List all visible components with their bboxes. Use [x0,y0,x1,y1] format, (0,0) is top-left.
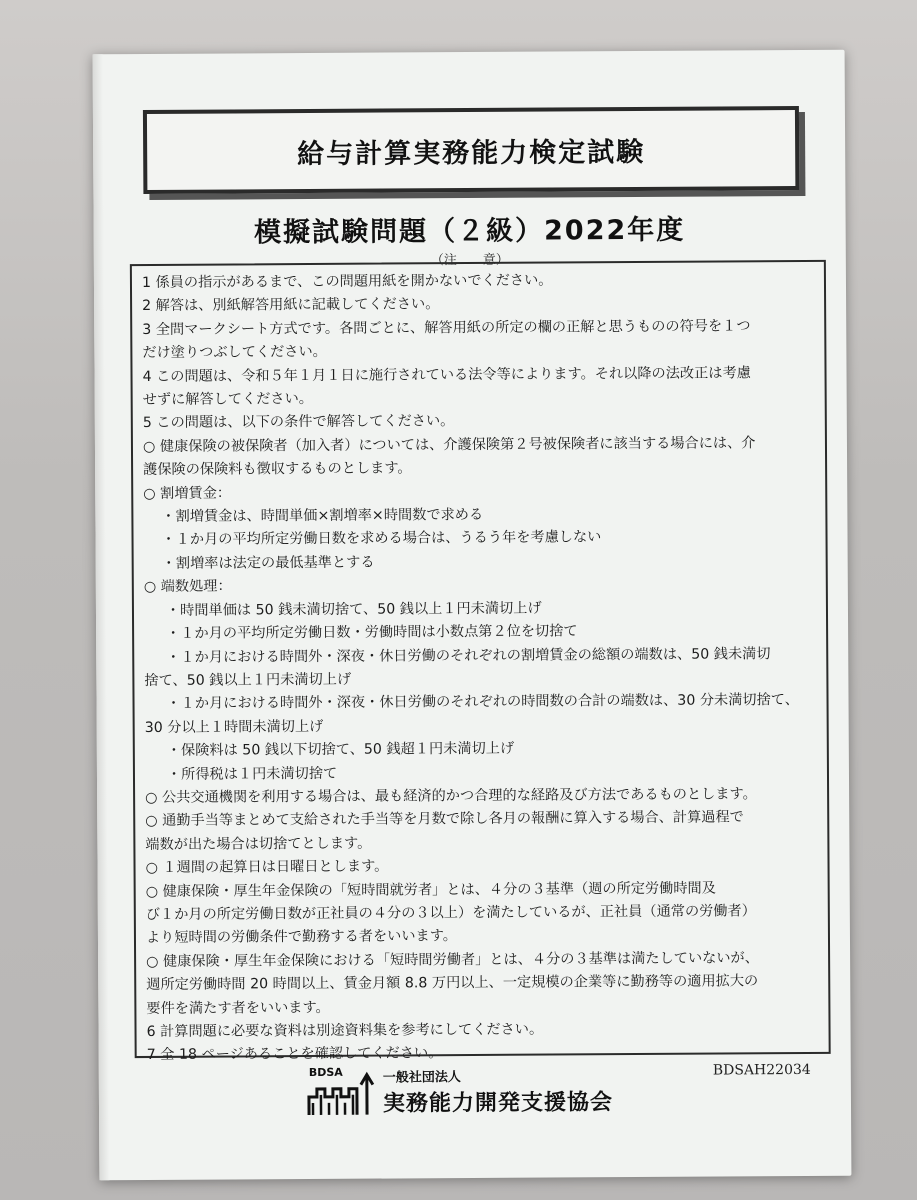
notice-line: ・１か月における時間外・深夜・休日労働のそれぞれの時間数の合計の端数は、30 分未満切捨て、 [166,692,799,713]
notice-box [130,260,831,1064]
exam-paper [93,50,852,1181]
notice-line: ・保険料は 50 銭以下切捨て、50 銭超１円未満切上げ [166,740,515,759]
notice-line: 捨て、50 銭以上１円未満切上げ [144,671,352,689]
notice-line: ○ 公共交通機関を利用する場合は、最も経済的かつ合理的な経路及び方法であるものとします。 [145,786,757,806]
notice-line: 週所定労働時間 20 時間以上、賃金月額 8.8 万円以上、一定規模の企業等に勤務等の適用拡大の [146,973,759,994]
notice-line: ○ 健康保険・厚生年金保険の「短時間就労者」とは、４分の３基準（週の所定労働時間及 [145,880,716,900]
notice-line: より短時間の労働条件で勤務する者をいいます。 [145,928,458,947]
notice-line: ・１か月における時間外・深夜・休日労働のそれぞれの割増賃金の総額の端数は、50 銭未満切 [166,645,771,666]
title-box [143,106,800,194]
notice-line: だけ塗りつぶしてください。 [142,344,327,362]
org-type: 一般社団法人 [382,1070,461,1086]
notice-line: せずに解答してください。 [142,390,313,409]
notice-line: 4 この問題は、令和５年１月１日に施行されている法令等によります。それ以降の法改正は考慮 [142,364,751,385]
notice-line: ○ 健康保険・厚生年金保険における「短時間労働者」とは、４分の３基準は満たしていないが、 [146,950,759,970]
notice-line: 7 全 18 ページあることを確認してください。 [146,1045,443,1064]
exam-subtitle: 模擬試験問題（２級）2022年度 [253,214,686,249]
notice-line: ・所得税は１円未満切捨て [166,765,338,783]
bdsa-logo-icon [305,1063,385,1119]
notice-line: ○ 端数処理： [143,578,232,596]
notice-line: ・割増賃金は、時間単価×割増率×時間数で求める [161,506,484,525]
exam-title: 給与計算実務能力検定試験 [297,136,646,170]
logo-letters: BDSA [308,1065,343,1080]
notice-line: び１か月の所定労働日数が正社員の４分の３以上）を満たしているが、正社員（通常の労働者） [145,903,756,923]
org-name: 実務能力開発支援協会 [382,1090,614,1117]
notice-line: 要件を満たす者をいいます。 [146,999,330,1017]
notice-line: 1 係員の指示があるまで、この問題用紙を開かないでください。 [141,272,553,292]
notice-label: （注 意） [430,252,509,269]
notice-line: ・１か月の平均所定労働日数・労働時間は小数点第２位を切捨て [166,623,578,642]
notice-line: ○ 通勤手当等まとめて支給された手当等を月数で除し各月の報酬に算入する場合、計算過程で [145,809,744,830]
notice-line: ・時間単価は 50 銭未満切捨て、50 銭以上１円未満切上げ [165,600,542,619]
document-code-bottom: BDSAH22034 [712,1061,811,1079]
publisher-logo [305,1061,625,1123]
notice-list [142,268,823,1068]
notice-line: 端数が出た場合は切捨てとします。 [145,835,372,853]
notice-line: 3 全問マークシート方式です。各問ごとに、解答用紙の所定の欄の正解と思うものの符号を１つ [142,318,751,338]
notice-line: 護保険の保険料も徴収するものとします。 [143,460,412,479]
notice-line: 30 分以上１時間未満切上げ [144,718,324,736]
notice-line: ・割増率は法定の最低基準とする [161,554,375,572]
notice-line: 6 計算問題に必要な資料は別途資料集を参考にしてください。 [146,1021,544,1040]
notice-line: ○ １週間の起算日は日曜日とします。 [145,858,389,877]
notice-line: ○ 割増賃金： [143,485,232,502]
notice-line: ○ 健康保険の被保険者（加入者）については、介護保険第２号被保険者に該当する場合には、介 [142,435,756,455]
notice-line: 2 解答は、別紙解答用紙に記載してください。 [142,296,440,315]
notice-line: 5 この問題は、以下の条件で解答してください。 [142,413,455,432]
notice-line: ・１か月の平均所定労働日数を求める場合は、うるう年を考慮しない [161,529,602,549]
